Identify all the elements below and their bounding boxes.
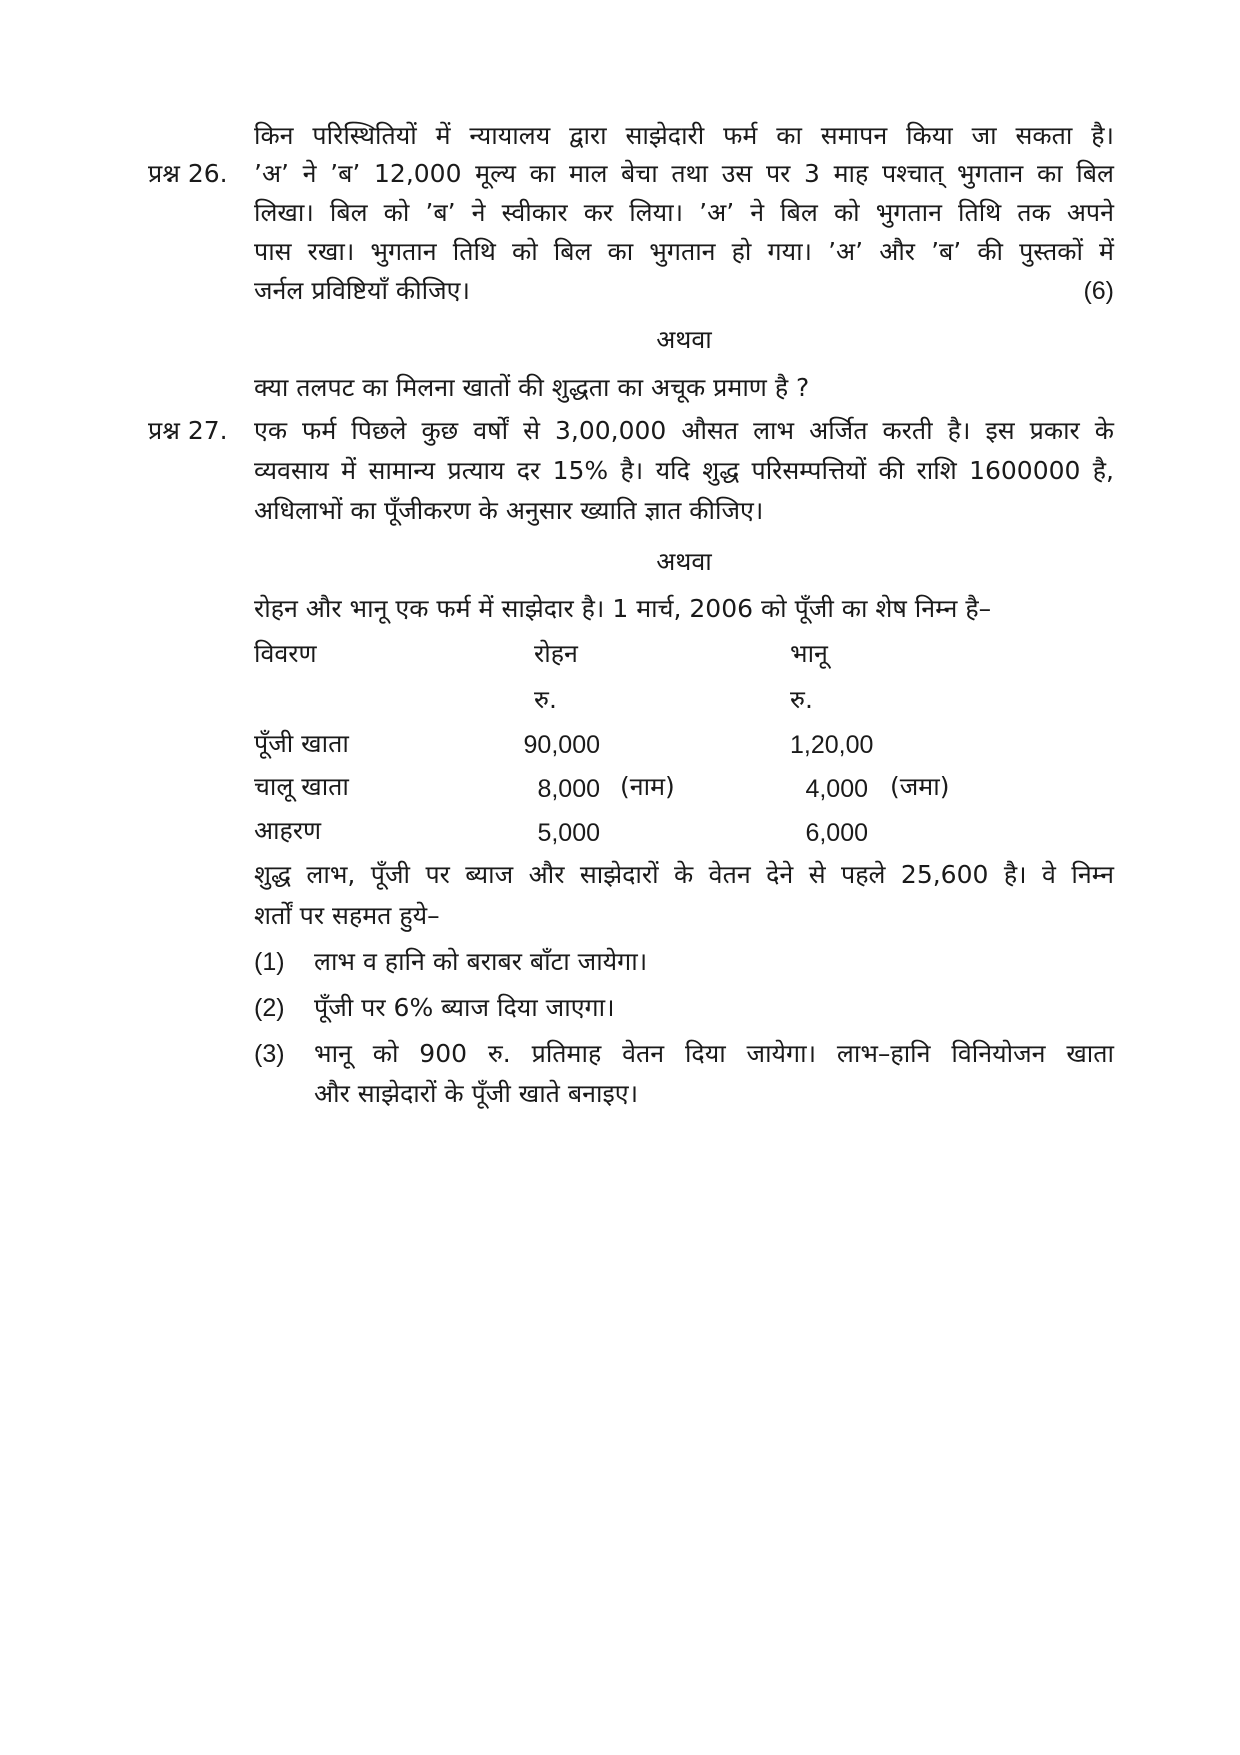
row-rohan-note: (नाम)	[620, 772, 675, 801]
table-unit-rohan: रु.	[534, 685, 557, 714]
row-bhanu-value: 6,000	[805, 819, 868, 847]
q26-line-1: ’अ’ ने ’ब’ 12,000 मूल्य का माल बेचा तथा उस पर 3 माह पश्चात् भुगतान का बिल	[254, 159, 1114, 188]
profit-line-2: शर्तों पर सहमत हुये–	[254, 901, 440, 930]
row-label: पूँजी खाता	[254, 729, 349, 758]
table-header-rohan: रोहन	[534, 639, 578, 668]
q26-line-3: पास रखा। भुगतान तिथि को बिल का भुगतान हो गया। ’अ’ और ’ब’ की पुस्तकों में	[254, 237, 1114, 266]
condition-text: पूँजी पर 6% ब्याज दिया जाएगा।	[314, 993, 615, 1022]
q26-alternative: क्या तलपट का मिलना खातों की शुद्धता का अचूक प्रमाण है ?	[254, 373, 810, 402]
row-rohan-value: 5,000	[537, 819, 600, 847]
row-bhanu-value: 4,000	[805, 775, 868, 803]
q27-line-1: एक फर्म पिछले कुछ वर्षों से 3,00,000 औसत लाभ अर्जित करती है। इस प्रकार के	[254, 416, 1114, 445]
condition-text-continued: और साझेदारों के पूँजी खाते बनाइए।	[314, 1079, 639, 1108]
table-unit-bhanu: रु.	[790, 685, 813, 714]
row-label: आहरण	[254, 816, 322, 845]
row-bhanu-note: (जमा)	[890, 772, 950, 801]
row-rohan-value: 90,000	[523, 731, 600, 759]
condition-text: लाभ व हानि को बराबर बाँटा जायेगा।	[314, 947, 648, 976]
q26-marks: (6)	[1083, 277, 1114, 305]
condition-number: (1)	[254, 948, 285, 976]
q27-alt-intro: रोहन और भानू एक फर्म में साझेदार है। 1 मार्च, 2006 को पूँजी का शेष निम्न है–	[254, 594, 992, 623]
q26-label: प्रश्न 26.	[148, 159, 228, 188]
q27-or: अथवा	[656, 547, 712, 576]
profit-line-1: शुद्ध लाभ, पूँजी पर ब्याज और साझेदारों के वेतन देने से पहले 25,600 है। वे निम्न	[254, 860, 1114, 889]
q27-line-2: व्यवसाय में सामान्य प्रत्याय दर 15% है। यदि शुद्ध परिसम्पत्तियों की राशि 1600000 है,	[254, 456, 1114, 485]
q27-label: प्रश्न 27.	[148, 416, 228, 445]
table-header-bhanu: भानू	[790, 639, 828, 668]
row-label: चालू खाता	[254, 772, 349, 801]
prefix-question-line: किन परिस्थितियों में न्यायालय द्वारा साझेदारी फर्म का समापन किया जा सकता है।	[254, 121, 1114, 150]
condition-number: (2)	[254, 994, 285, 1022]
q26-line-4: जर्नल प्रविष्टियाँ कीजिए।	[254, 276, 470, 305]
q26-line-2: लिखा। बिल को ’ब’ ने स्वीकार कर लिया। ’अ’ ने बिल को भुगतान तिथि तक अपने	[254, 198, 1114, 227]
condition-number: (3)	[254, 1040, 285, 1068]
row-bhanu-value: 1,20,00	[790, 731, 874, 759]
row-rohan-value: 8,000	[537, 775, 600, 803]
condition-text: भानू को 900 रु. प्रतिमाह वेतन दिया जायेगा। लाभ–हानि विनियोजन खाता	[314, 1039, 1114, 1068]
q27-line-3: अधिलाभों का पूँजीकरण के अनुसार ख्याति ज्ञात कीजिए।	[254, 496, 764, 525]
q26-or: अथवा	[656, 325, 712, 354]
table-header-description: विवरण	[254, 639, 317, 668]
